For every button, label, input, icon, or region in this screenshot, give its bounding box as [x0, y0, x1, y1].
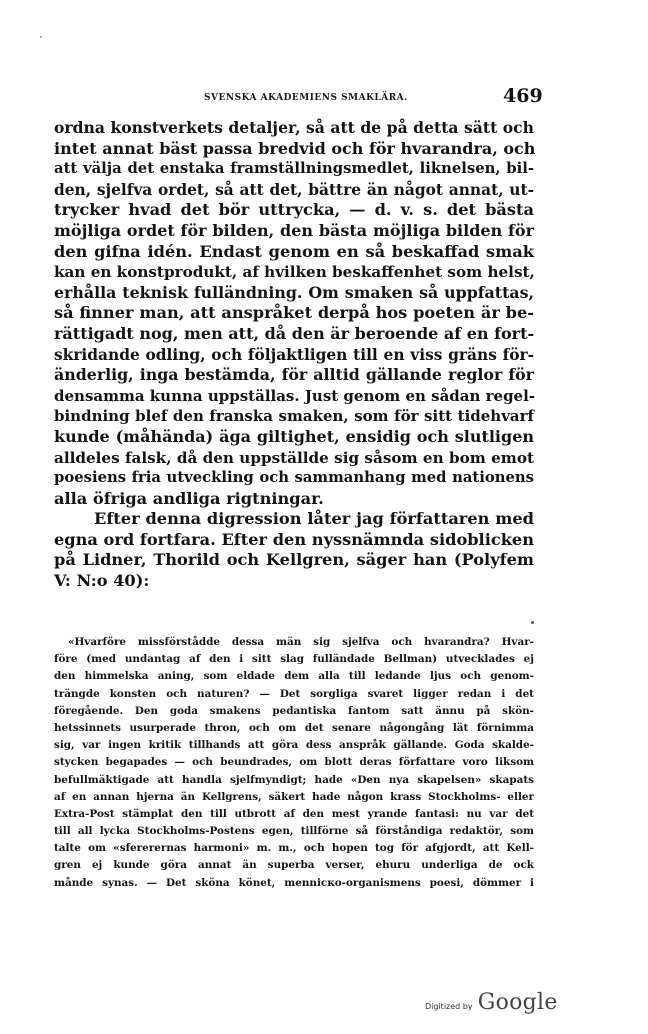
text-line: intet annat bäst passa bredvid och för hvarandra, och: [54, 138, 536, 158]
quote-line: trängde konsten och naturen? — Det sorgliga svaret ligger redan i det: [54, 687, 534, 700]
text-line: den gifna idén. Endast genom en så beskaffad smak: [54, 241, 534, 261]
text-line: den, sjelfva ordet, så att det, bättre än något annat, ut-: [54, 180, 534, 199]
text-line: poesiens fria utveckling och sammanhang med nationens: [54, 469, 534, 487]
quote-line: föregående. Den goda smakens pedantiska fantom satt ännu på skön-: [54, 704, 534, 717]
google-logo: Google: [477, 990, 558, 1015]
quote-line: Extra-Post stämplat den till utbrott af den mest yrande fantasi: nu var det: [54, 807, 534, 820]
text-line: kan en konstprodukt, af hvilken beskaffenhet som helst,: [54, 263, 535, 282]
quote-line: af en annan hjerna än Kellgrens, säkert hade någon krass Stockholms- eller: [54, 790, 534, 803]
ink-speck: [40, 36, 42, 38]
text-line: alla öfriga andliga rigtningar.: [54, 488, 324, 508]
text-line: kunde (måhända) äga giltighet, ensidig och slutligen: [54, 426, 534, 446]
text-line: bindning blef den franska smaken, som för sitt tidehvarf: [54, 407, 534, 426]
text-line: att välja det enstaka framställningsmedlet, liknelsen, bil-: [54, 160, 534, 178]
digitized-label: Digitized by: [425, 1002, 473, 1011]
quote-line: talte om «sfererernas harmoni» m. m., och hopen tog för afgjordt, att Kell-: [54, 842, 534, 855]
digitized-by-google-watermark: [425, 990, 558, 1015]
text-line: änderlig, inga bestämda, för alltid gällande reglor för: [54, 365, 534, 385]
text-line: ordna konstverkets detaljer, så att de på detta sätt och: [54, 118, 534, 137]
text-line: egna ord fortfara. Efter den nyssnämnda sidoblicken: [54, 529, 534, 549]
quote-line: den himmelska aning, som eldade dem alla till ledande ljus och genom-: [54, 670, 534, 683]
body-text: [54, 118, 534, 592]
text-line: så finner man, att anspråket derpå hos poeten är be-: [54, 303, 534, 323]
ink-speck: [531, 621, 534, 624]
quote-line: sig, var ingen kritik tillhands att göra dess anspråk gällande. Goda skalde-: [54, 739, 534, 752]
text-line: trycker hvad det bör uttrycka, — d. v. s. det bästa: [54, 200, 534, 220]
quote-line: «Hvarföre missförstådde dessa män sig sjelfva och hvarandra? Hvar-: [68, 636, 534, 648]
text-line: skridande odling, och följaktligen till en viss gräns för-: [54, 345, 534, 364]
quote-line: hetssinnets usurperade thron, och om det senare någongång lät förnimma: [54, 721, 534, 734]
text-line: erhålla teknisk fulländning. Om smaken så uppfattas,: [54, 282, 534, 302]
text-line: densamma kunna uppställas. Just genom en sådan regel-: [54, 386, 536, 405]
block-quote: [54, 634, 534, 892]
quote-line: före (med undantag af den i sitt slag fulländade Bellman) utvecklades ej: [54, 653, 534, 666]
quote-line: befullmäktigade att handla sjelfmyndigt; hade «Den nya skapelsen» skapats: [54, 773, 534, 786]
text-line: alldeles falsk, då den uppställde sig såsom en bom emot: [54, 448, 534, 467]
quote-line: gren ej kunde göra annat än superba verser, ehuru underliga de ock: [54, 859, 534, 872]
quote-line: stycken begapades — och beundrades, om blott deras författare voro liksom: [54, 756, 534, 769]
text-line: på Lidner, Thorild och Kellgren, säger han (Polyfem: [54, 550, 534, 570]
text-line: Efter denna digression låter jag författaren med: [94, 509, 534, 529]
running-head: SVENSKA AKADEMIENS SMAKLÄRA.: [204, 93, 408, 103]
text-line: möjliga ordet för bilden, den bästa möjliga bilden för: [54, 220, 534, 240]
text-line: rättigadt nog, men att, då den är beroende af en fort-: [54, 323, 535, 343]
quote-line: månde synas. — Det sköna könet, menniско-organismens poesi, dömmer i: [54, 876, 534, 889]
page-number: 469: [503, 85, 543, 107]
quote-line: till all lycka Stockholms-Postens egen, tillförne så förståndiga redaktör, som: [54, 825, 534, 838]
text-line: V: N:o 40):: [54, 571, 150, 591]
